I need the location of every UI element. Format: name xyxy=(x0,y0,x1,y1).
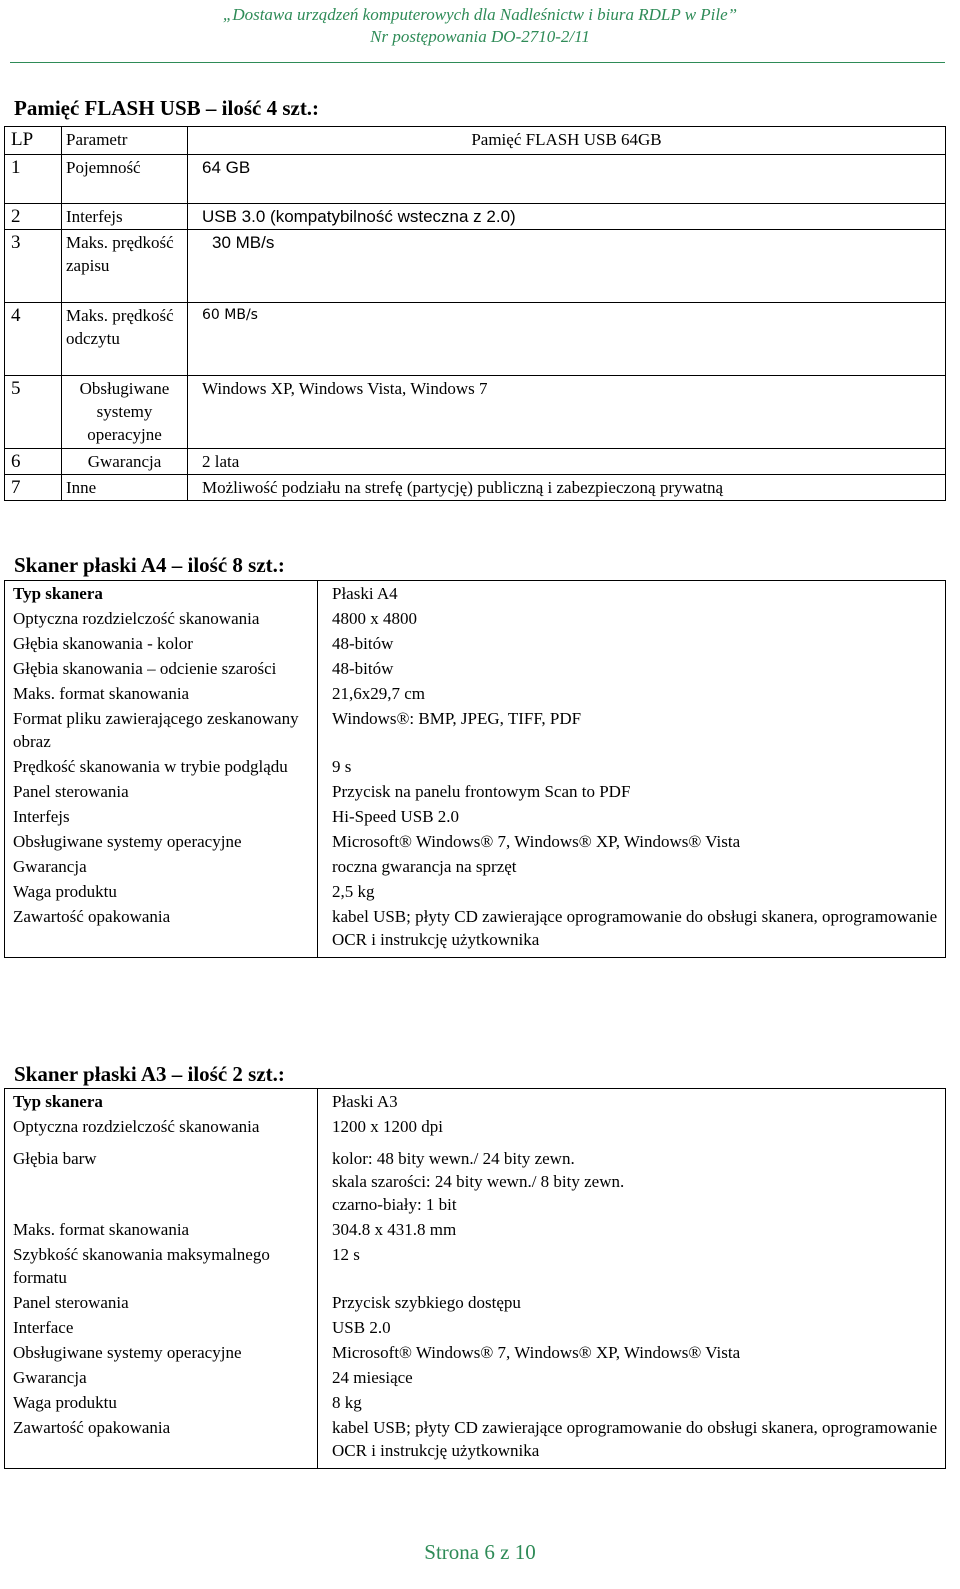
page-number: Strona 6 z 10 xyxy=(424,1540,536,1564)
table-row xyxy=(5,606,946,631)
doc-header-title: „Dostawa urządzeń komputerowych dla Nadleśnictw i biura RDLP w Pile” xyxy=(222,5,738,24)
row-lp: 7 xyxy=(5,475,62,501)
a4-section-title: Skaner płaski A4 – ilość 8 szt.: xyxy=(14,553,285,577)
row-value: 2 lata xyxy=(188,449,946,475)
table-row xyxy=(5,656,946,681)
row-lp: 2 xyxy=(5,204,62,230)
spec-key: Interfejs xyxy=(5,804,318,829)
spec-key: Głębia skanowania – odcienie szarości xyxy=(5,656,318,681)
param-header: Parametr xyxy=(62,127,188,155)
table-row xyxy=(5,376,946,449)
spec-key: Maks. format skanowania xyxy=(5,1217,318,1242)
usb-section-title: Pamięć FLASH USB – ilość 4 szt.: xyxy=(14,96,320,120)
header-divider xyxy=(10,62,945,63)
row-param: Interfejs xyxy=(62,204,188,230)
row-param: Maks. prędkość odczytu xyxy=(62,303,188,376)
row-value: Windows XP, Windows Vista, Windows 7 xyxy=(188,376,946,449)
spec-key: Głębia barw xyxy=(5,1139,318,1217)
spec-value: Microsoft® Windows® 7, Windows® XP, Windows® Vista xyxy=(318,829,946,854)
row-value: USB 3.0 (kompatybilność wsteczna z 2.0) xyxy=(188,204,946,230)
spec-value: 2,5 kg xyxy=(318,879,946,904)
table-row xyxy=(5,681,946,706)
table-row xyxy=(5,1365,946,1390)
row-value: 60 MB/s xyxy=(188,303,946,376)
spec-value: 9 s xyxy=(318,754,946,779)
row-value: Możliwość podziału na strefę (partycję) publiczną i zabezpieczoną prywatną xyxy=(188,475,946,501)
lp-header: LP xyxy=(5,127,62,155)
spec-key: Waga produktu xyxy=(5,879,318,904)
table-row xyxy=(5,1315,946,1340)
spec-value: 24 miesiące xyxy=(318,1365,946,1390)
table-row xyxy=(5,1242,946,1290)
table-row xyxy=(5,779,946,804)
spec-value: czarno-biały: 1 bit xyxy=(332,1195,457,1214)
spec-key: Szybkość skanowania maksymalnego formatu xyxy=(5,1242,318,1290)
spec-value: Microsoft® Windows® 7, Windows® XP, Windows® Vista xyxy=(318,1340,946,1365)
row-lp: 5 xyxy=(5,376,62,449)
spec-value: Windows®: BMP, JPEG, TIFF, PDF xyxy=(318,706,946,754)
spec-key: Zawartość opakowania xyxy=(5,904,318,958)
spec-value: roczna gwarancja na sprzęt xyxy=(318,854,946,879)
spec-value-group xyxy=(318,1139,946,1217)
spec-key: Format pliku zawierającego zeskanowany obraz xyxy=(5,706,318,754)
spec-key: Panel sterowania xyxy=(5,779,318,804)
table-row xyxy=(5,854,946,879)
spec-value: USB 2.0 xyxy=(318,1315,946,1340)
row-param: Pojemność xyxy=(62,155,188,204)
a3-spec-table xyxy=(4,1088,946,1469)
spec-key: Zawartość opakowania xyxy=(5,1415,318,1469)
spec-value: Płaski A3 xyxy=(318,1089,946,1115)
spec-key: Interface xyxy=(5,1315,318,1340)
table-row xyxy=(5,230,946,303)
table-row xyxy=(5,1139,946,1217)
table-row xyxy=(5,581,946,607)
doc-header-number: Nr postępowania DO-2710-2/11 xyxy=(370,27,590,46)
a3-section-title: Skaner płaski A3 – ilość 2 szt.: xyxy=(14,1062,285,1086)
row-param: Obsługiwane systemy operacyjne xyxy=(62,376,188,449)
usb-spec-table xyxy=(4,126,946,501)
table-row xyxy=(5,204,946,230)
spec-value: 48-bitów xyxy=(318,631,946,656)
spec-value: 304.8 x 431.8 mm xyxy=(318,1217,946,1242)
row-value: 64 GB xyxy=(188,155,946,204)
row-lp: 6 xyxy=(5,449,62,475)
spec-key: Gwarancja xyxy=(5,1365,318,1390)
table-row xyxy=(5,1217,946,1242)
a4-spec-table xyxy=(4,580,946,958)
row-lp: 1 xyxy=(5,155,62,204)
row-lp: 3 xyxy=(5,230,62,303)
row-param: Gwarancja xyxy=(62,449,188,475)
spec-value: Hi-Speed USB 2.0 xyxy=(318,804,946,829)
spec-key: Obsługiwane systemy operacyjne xyxy=(5,1340,318,1365)
table-row xyxy=(5,706,946,754)
spec-value: 1200 x 1200 dpi xyxy=(318,1114,946,1139)
table-row xyxy=(5,1290,946,1315)
table-row xyxy=(5,1415,946,1469)
spec-value: 12 s xyxy=(318,1242,946,1290)
spec-key: Panel sterowania xyxy=(5,1290,318,1315)
table-row xyxy=(5,1390,946,1415)
spec-key: Prędkość skanowania w trybie podglądu xyxy=(5,754,318,779)
spec-value: 4800 x 4800 xyxy=(318,606,946,631)
table-header-row xyxy=(5,127,946,155)
table-row xyxy=(5,475,946,501)
spec-value: kolor: 48 bity wewn./ 24 bity zewn. xyxy=(332,1149,575,1168)
row-lp: 4 xyxy=(5,303,62,376)
table-row xyxy=(5,829,946,854)
table-row xyxy=(5,449,946,475)
spec-value: Płaski A4 xyxy=(318,581,946,607)
spec-value: skala szarości: 24 bity wewn./ 8 bity zewn. xyxy=(332,1172,625,1191)
spec-value: kabel USB; płyty CD zawierające oprogramowanie do obsługi skanera, oprogramowanie OCR i instrukcję użytkownika xyxy=(318,1415,946,1469)
spec-key: Typ skanera xyxy=(5,581,318,607)
table-row xyxy=(5,1114,946,1139)
row-param: Maks. prędkość zapisu xyxy=(62,230,188,303)
row-value: 30 MB/s xyxy=(188,230,946,303)
spec-key: Typ skanera xyxy=(5,1089,318,1115)
spec-key: Optyczna rozdzielczość skanowania xyxy=(5,606,318,631)
spec-key: Głębia skanowania - kolor xyxy=(5,631,318,656)
table-row xyxy=(5,155,946,204)
spec-value: Przycisk szybkiego dostępu xyxy=(318,1290,946,1315)
spec-value: 8 kg xyxy=(318,1390,946,1415)
spec-key: Waga produktu xyxy=(5,1390,318,1415)
spec-value: 21,6x29,7 cm xyxy=(318,681,946,706)
table-row xyxy=(5,631,946,656)
table-row xyxy=(5,754,946,779)
table-row xyxy=(5,804,946,829)
spec-value: 48-bitów xyxy=(318,656,946,681)
table-row xyxy=(5,1089,946,1115)
spec-key: Optyczna rozdzielczość skanowania xyxy=(5,1114,318,1139)
value-header: Pamięć FLASH USB 64GB xyxy=(188,127,946,155)
table-row xyxy=(5,904,946,958)
table-row xyxy=(5,303,946,376)
table-row xyxy=(5,1340,946,1365)
spec-value: kabel USB; płyty CD zawierające oprogramowanie do obsługi skanera, oprogramowanie OCR i instrukcję użytkownika xyxy=(318,904,946,958)
spec-value: Przycisk na panelu frontowym Scan to PDF xyxy=(318,779,946,804)
spec-key: Gwarancja xyxy=(5,854,318,879)
spec-key: Maks. format skanowania xyxy=(5,681,318,706)
row-param: Inne xyxy=(62,475,188,501)
spec-key: Obsługiwane systemy operacyjne xyxy=(5,829,318,854)
table-row xyxy=(5,879,946,904)
